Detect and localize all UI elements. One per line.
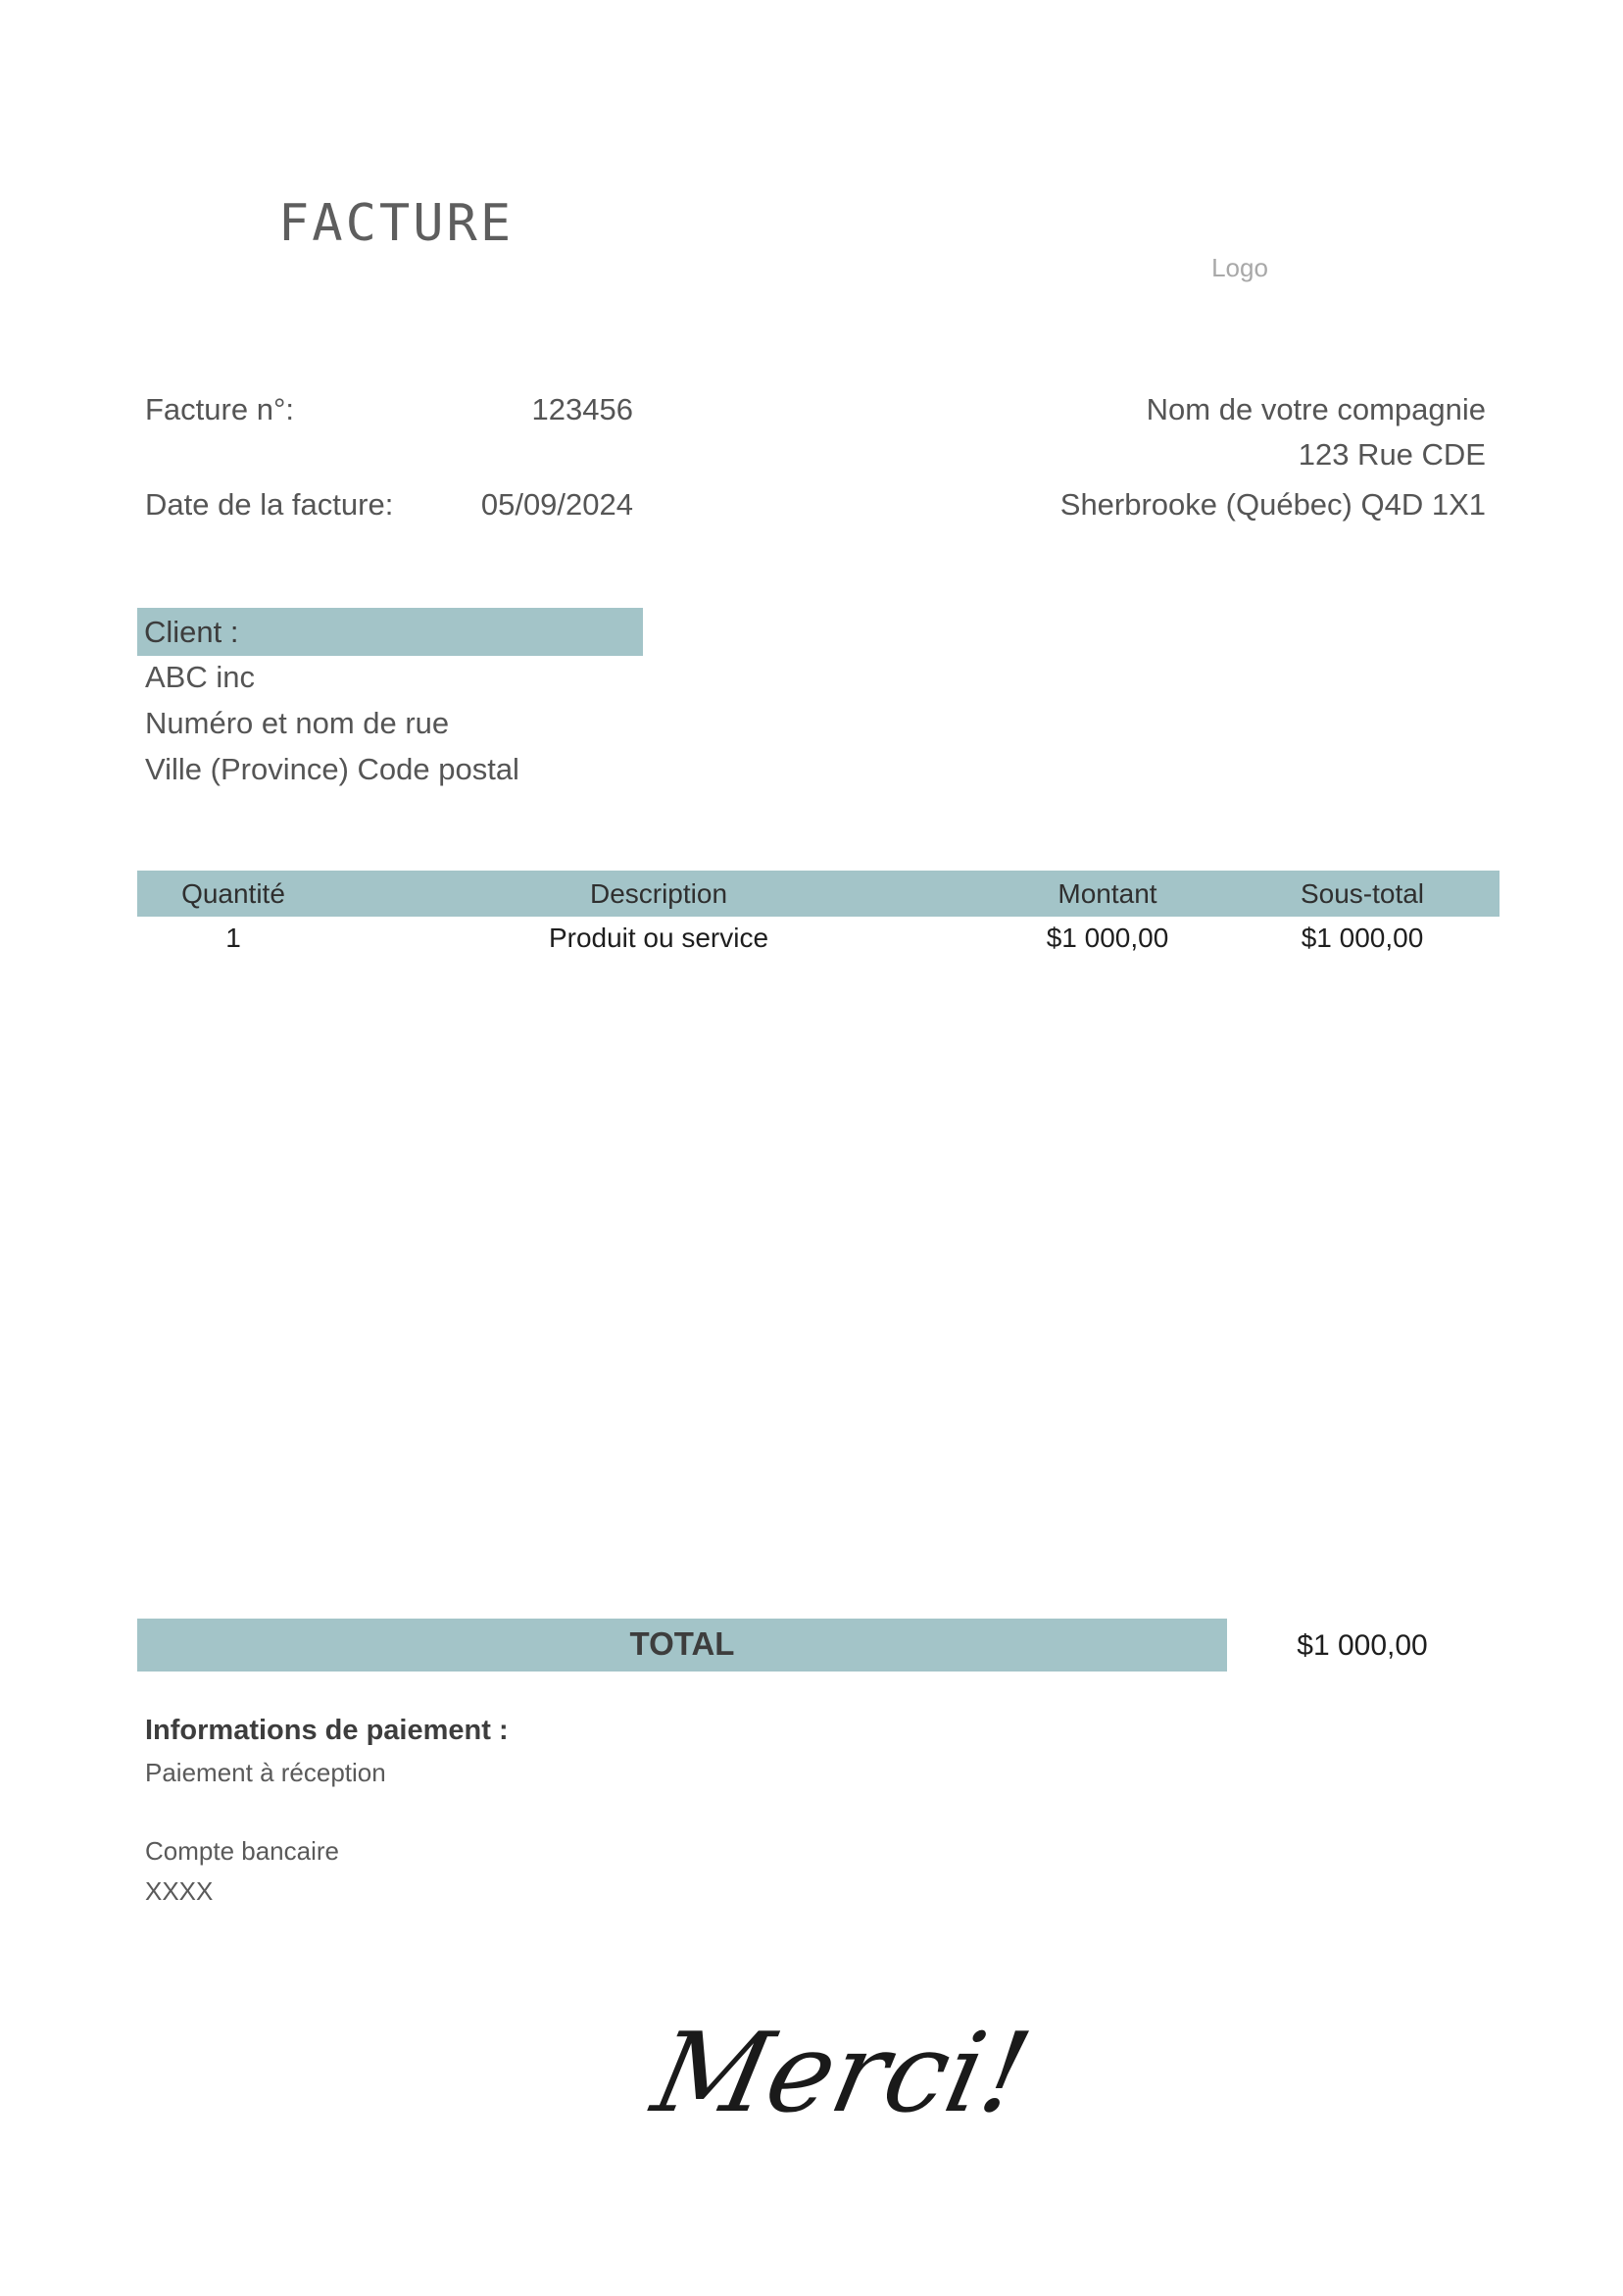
invoice-title: FACTURE (278, 194, 515, 253)
row-quantity: 1 (225, 923, 241, 953)
invoice-number-label: Facture n°: (145, 392, 294, 426)
row-description: Produit ou service (548, 923, 769, 953)
invoice-number-value: 123456 (531, 392, 633, 426)
logo-placeholder: Logo (1211, 253, 1268, 282)
client-city: Ville (Province) Code postal (145, 752, 519, 786)
column-header-amount: Montant (1057, 878, 1157, 909)
client-title: Client : (144, 615, 239, 649)
column-header-quantity: Quantité (181, 878, 285, 909)
client-name: ABC inc (145, 660, 255, 694)
column-header-description: Description (589, 878, 728, 909)
invoice-date-value: 05/09/2024 (480, 487, 633, 522)
payment-terms: Paiement à réception (145, 1758, 386, 1787)
total-value: $1 000,00 (1297, 1629, 1428, 1662)
invoice-date-label: Date de la facture: (145, 487, 394, 522)
company-street: 123 Rue CDE (1298, 437, 1486, 472)
row-subtotal: $1 000,00 (1301, 923, 1424, 953)
row-amount: $1 000,00 (1046, 923, 1169, 953)
client-street: Numéro et nom de rue (145, 706, 450, 740)
bank-account-value: XXXX (145, 1876, 214, 1906)
payment-info-title: Informations de paiement : (145, 1715, 509, 1746)
company-name: Nom de votre compagnie (1146, 392, 1486, 426)
bank-account-label: Compte bancaire (145, 1836, 339, 1866)
column-header-subtotal: Sous-total (1300, 878, 1425, 909)
thank-you-message: Merci! (643, 2010, 1041, 2137)
company-city: Sherbrooke (Québec) Q4D 1X1 (1059, 487, 1486, 522)
total-label: TOTAL (629, 1625, 735, 1662)
